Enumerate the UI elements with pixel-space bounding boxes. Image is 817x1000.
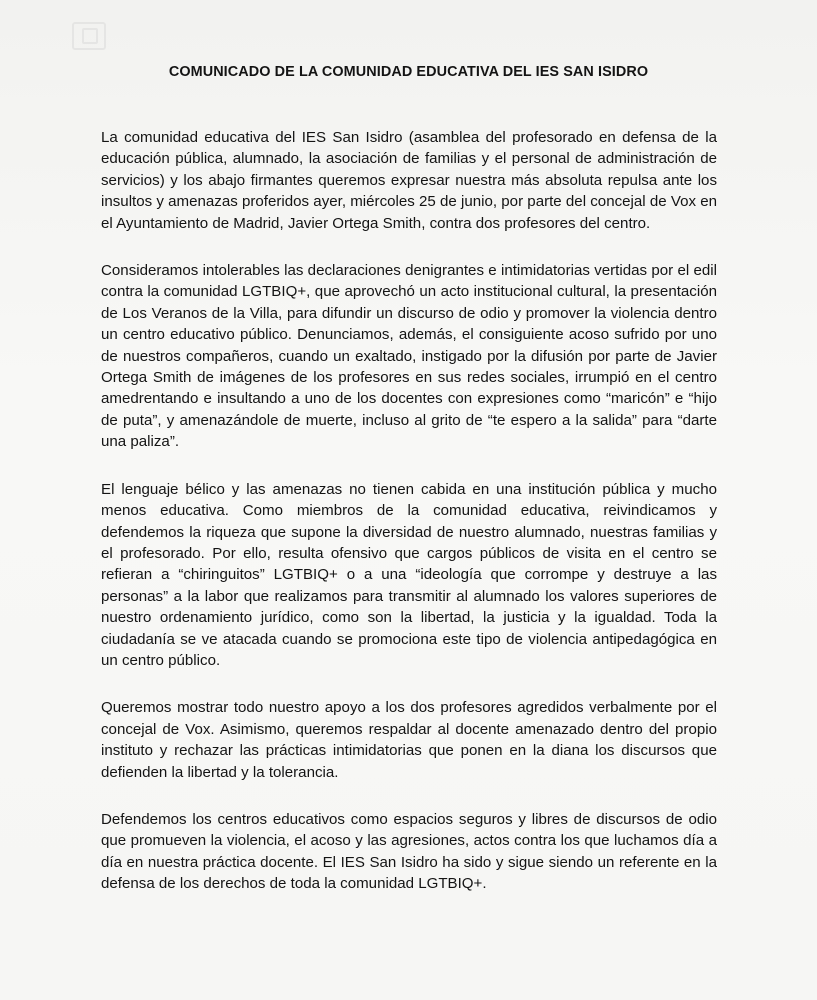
paragraph-1: La comunidad educativa del IES San Isidro (asamblea del profesorado en defensa de la educación pública, alumnado, la asociación de familias y el personal de administración de servicios) y los abajo firmantes queremos expresar nuestra más absoluta repulsa ante los insultos y amenazas proferidos ayer, miércoles 25 de junio, por parte del concejal de Vox en el Ayuntamiento de Madrid, Javier Ortega Smith, contra dos profesores del centro. xyxy=(101,129,717,232)
document-title: COMUNICADO DE LA COMUNIDAD EDUCATIVA DEL IES SAN ISIDRO xyxy=(168,64,649,80)
watermark xyxy=(72,22,106,50)
paragraph-5: Defendemos los centros educativos como espacios seguros y libres de discursos de odio que promueven la violencia, el acoso y las agresiones, actos contra los que luchamos día a día en nuestra práctica docente. El IES San Isidro ha sido y sigue siendo un referente en la defensa de los derechos de toda la comunidad LGTBIQ+. xyxy=(101,810,717,893)
paragraph-4: Queremos mostrar todo nuestro apoyo a los dos profesores agredidos verbalmente por el concejal de Vox. Asimismo, queremos respaldar al docente amenazado dentro del propio instituto y rechazar las prácticas intimidatorias que ponen en la diana los discursos que defienden la libertad y la tolerancia. xyxy=(101,699,717,781)
paragraph-3: El lenguaje bélico y las amenazas no tienen cabida en una institución pública y mucho menos educativa. Como miembros de la comunidad educativa, reivindicamos y defendemos la riqueza que supone la diversidad de nuestro alumnado, nuestras familias y el profesorado. Por ello, resulta ofensivo que cargos públicos de visita en el centro se refieran a “chiringuitos” LGTBIQ+ o a una “ideología que corrompe y destruye a las personas” a la labor que realizamos para transmitir al alumnado los valores superiores de nuestro ordenamiento jurídico, como son la libertad, la justicia y la igualdad. Toda la ciudadanía se ve atacada cuando se promociona este tipo de violencia antipedagógica en un centro público. xyxy=(101,480,717,669)
document-body xyxy=(101,127,717,921)
paragraph-2: Consideramos intolerables las declaraciones denigrantes e intimidatorias vertidas por el edil contra la comunidad LGTBIQ+, que aprovechó un acto institucional cultural, la presentación de Los Veranos de la Villa, para difundir un discurso de odio y promover la violencia dentro un centro educativo público. Denunciamos, además, el consiguiente acoso sufrido por uno de nuestros compañeros, cuando un exaltado, instigado por la difusión por parte de Javier Ortega Smith de imágenes de los profesores en sus redes sociales, irrumpió en el centro amedrentando e insultando a uno de los docentes con expresiones como “maricón” e “hijo de puta”, y amenazándole de muerte, incluso al grito de “te espero a la salida” para “darte una paliza”. xyxy=(101,262,717,451)
document-logo-icon xyxy=(72,22,106,50)
